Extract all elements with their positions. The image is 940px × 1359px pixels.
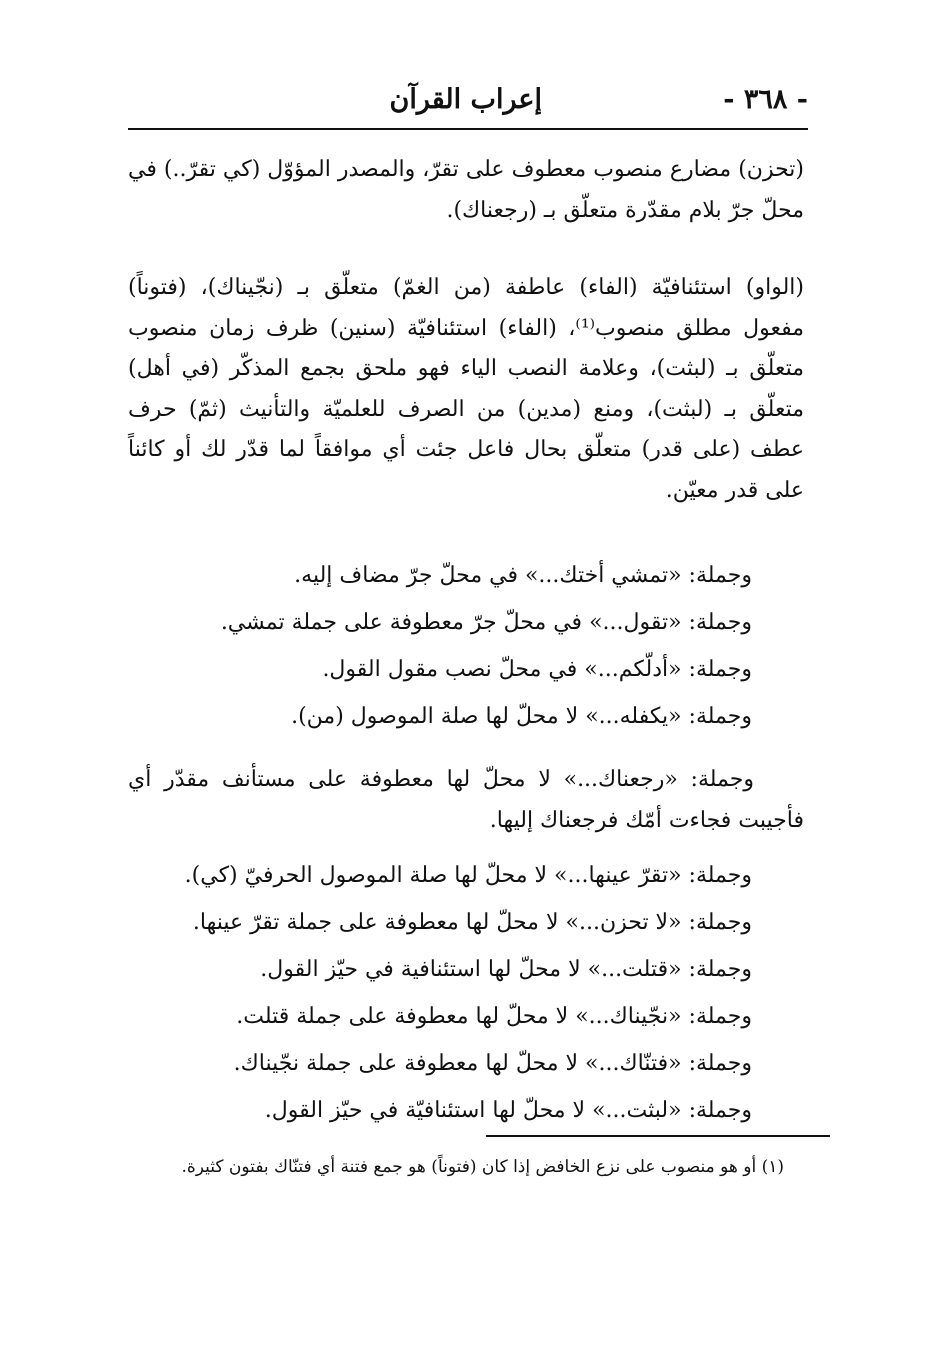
sentence-list-2: [128, 852, 752, 1134]
sentence-rajanaka: [128, 760, 804, 841]
sentence-line: وجملة: «يكفله...» لا محلّ لها صلة الموصول (من).: [291, 704, 752, 729]
sentence-line: وجملة: «لبثت...» لا محلّ لها استئنافيّة في حيّز القول.: [264, 1098, 752, 1123]
page-number: - ٣٦٨ -: [723, 84, 808, 115]
paragraph-tahzan: (تحزن) مضارع منصوب معطوف على تقرّ، والمصدر المؤوّل (كي تقرّ..) في محلّ جرّ بلام مقدّرة متعلّق بـ (رجعناك).: [128, 157, 804, 223]
sentence-line: وجملة: «تقول...» في محلّ جرّ معطوفة على جملة تمشي.: [220, 610, 752, 635]
sentence-rajanaka-line2: فأجيبت فجاءت أمّك فرجعناك إليها.: [489, 807, 804, 833]
footnote: (١) أو هو منصوب على نزع الخافض إذا كان (فتوناً) هو جمع فتنة أي فتنّاك بفتون كثيرة.: [181, 1157, 784, 1177]
footnote-rule: [486, 1135, 830, 1137]
paragraph-waw-istinafiyya: (الواو) استئنافيّة (الفاء) عاطفة (من الغمّ) متعلّق بـ (نجّيناك)، (فتوناً) مفعول مطلق منصوب⁽¹⁾، (الفاء) استئنافيّة (سنين) ظرف زمان منصوب متعلّق بـ (لبثت)، وعلامة النصب الياء فهو ملحق بجمع المذكّر (في أهل) متعلّق بـ (لبثت)، ومنع (مدين) من الصرف للعلميّة والتأنيث (ثمّ) حرف عطف (على قدر) متعلّق بحال فاعل جئت أي موافقاً لما قدّر لك أو كائناً على قدر معيّن.: [128, 275, 804, 503]
sentence-list-1: [128, 552, 752, 740]
sentence-line: وجملة: «تقرّ عينها...» لا محلّ لها صلة الموصول الحرفيّ (كي).: [184, 863, 752, 888]
running-title: إعراب القرآن: [389, 84, 542, 115]
sentence-line: وجملة: «لا تحزن...» لا محلّ لها معطوفة على جملة تقرّ عينها.: [192, 910, 752, 935]
sentence-rajanaka-line1: وجملة: «رجعناك...» لا محلّ لها معطوفة على مستأنف مقدّر أي: [128, 767, 754, 792]
sentence-line: وجملة: «نجّيناك...» لا محلّ لها معطوفة على جملة قتلت.: [236, 1004, 752, 1029]
sentence-line: وجملة: «قتلت...» لا محلّ لها استئنافية في حيّز القول.: [260, 957, 752, 982]
header-rule: [128, 128, 808, 130]
sentence-line: وجملة: «فتنّاك...» لا محلّ لها معطوفة على جملة نجّيناك.: [233, 1051, 752, 1076]
sentence-line: وجملة: «تمشي أختك...» في محلّ جرّ مضاف إليه.: [294, 563, 752, 588]
sentence-line: وجملة: «أدلّكم...» في محلّ نصب مقول القول.: [322, 657, 752, 682]
page-header: [128, 82, 808, 126]
